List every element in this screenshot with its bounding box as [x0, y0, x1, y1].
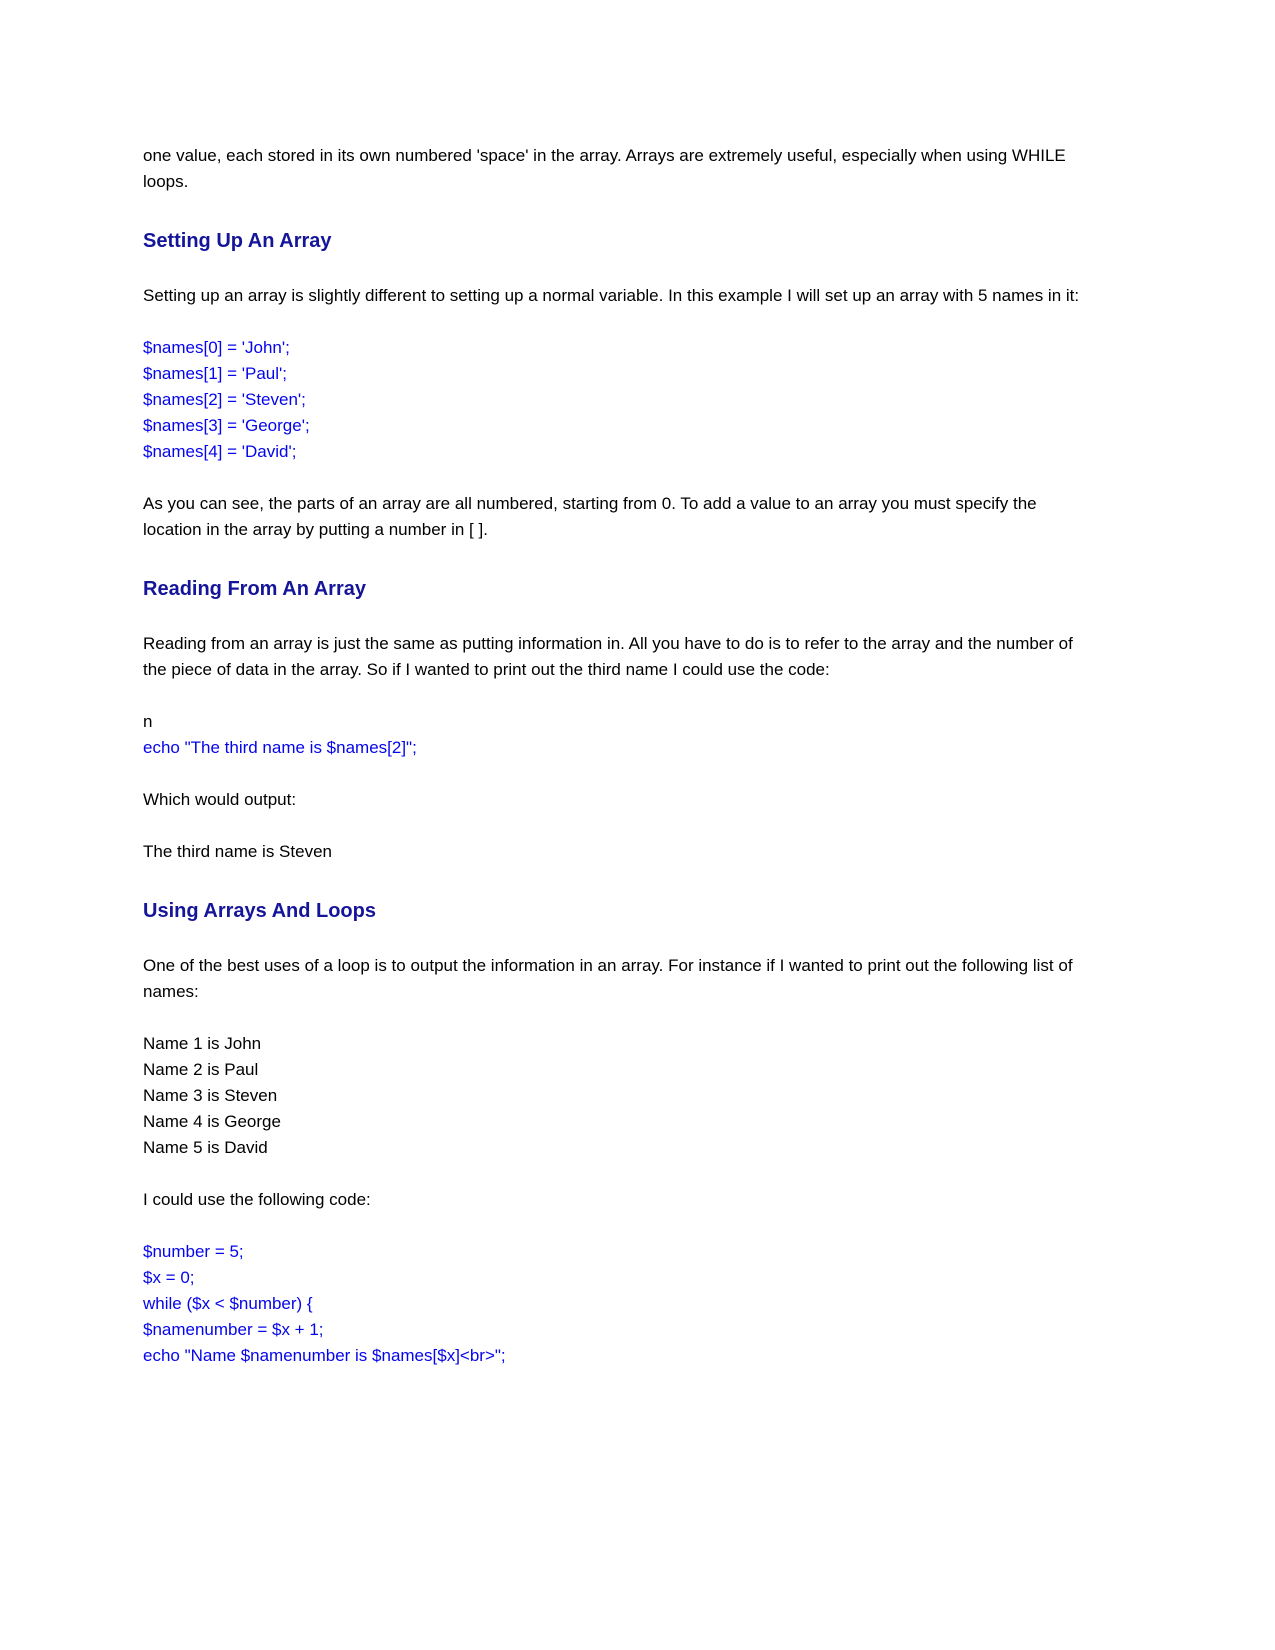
- heading-using-arrays-and-loops: Using Arrays And Loops: [143, 900, 376, 922]
- paragraph-which-would-output: Which would output:: [143, 790, 297, 809]
- heading-setting-up-an-array: Setting Up An Array: [143, 230, 332, 252]
- code-line: $number = 5;: [143, 1242, 244, 1261]
- code-line: $names[2] = 'Steven';: [143, 390, 306, 409]
- code-echo-third-name: [143, 709, 1083, 761]
- document-body: [143, 143, 1083, 1369]
- code-line: $names[0] = 'John';: [143, 338, 290, 357]
- text-line: Name 3 is Steven: [143, 1086, 278, 1105]
- list-name-output: [143, 1031, 1083, 1161]
- paragraph-reading: Reading from an array is just the same as putting information in. All you have to do is to refer to the array and the number of the piece of data in the array. So if I wanted to print out the third name I could use the code:: [143, 634, 1073, 679]
- code-line: $names[1] = 'Paul';: [143, 364, 287, 383]
- text-line: Name 5 is David: [143, 1138, 268, 1157]
- intro-paragraph: one value, each stored in its own numbered 'space' in the array. Arrays are extremely useful, especially when using WHILE loops.: [143, 146, 1066, 191]
- paragraph-loop-intro: One of the best uses of a loop is to output the information in an array. For instance if I wanted to print out the following list of names:: [143, 956, 1073, 1001]
- text-line: Name 2 is Paul: [143, 1060, 259, 1079]
- text-line: Name 1 is John: [143, 1034, 262, 1053]
- code-line: $namenumber = $x + 1;: [143, 1320, 324, 1339]
- code-while-loop: [143, 1239, 1083, 1369]
- code-line: echo "Name $namenumber is $names[$x]<br>";: [143, 1346, 506, 1365]
- code-line: $x = 0;: [143, 1268, 195, 1287]
- paragraph-output-result: The third name is Steven: [143, 842, 332, 861]
- text-line: Name 4 is George: [143, 1112, 281, 1131]
- paragraph-could-use-code: I could use the following code:: [143, 1190, 371, 1209]
- paragraph-numbering: As you can see, the parts of an array are all numbered, starting from 0. To add a value to an array you must specify the location in the array by putting a number in [ ].: [143, 494, 1037, 539]
- code-line: $names[4] = 'David';: [143, 442, 297, 461]
- code-line: $names[3] = 'George';: [143, 416, 310, 435]
- heading-reading-from-an-array: Reading From An Array: [143, 578, 366, 600]
- text-line: n: [143, 712, 153, 731]
- code-array-setup: [143, 335, 1083, 465]
- code-line: echo "The third name is $names[2]";: [143, 738, 417, 757]
- code-line: while ($x < $number) {: [143, 1294, 313, 1313]
- paragraph-setting-up: Setting up an array is slightly different to setting up a normal variable. In this example I will set up an array with 5 names in it:: [143, 286, 1080, 305]
